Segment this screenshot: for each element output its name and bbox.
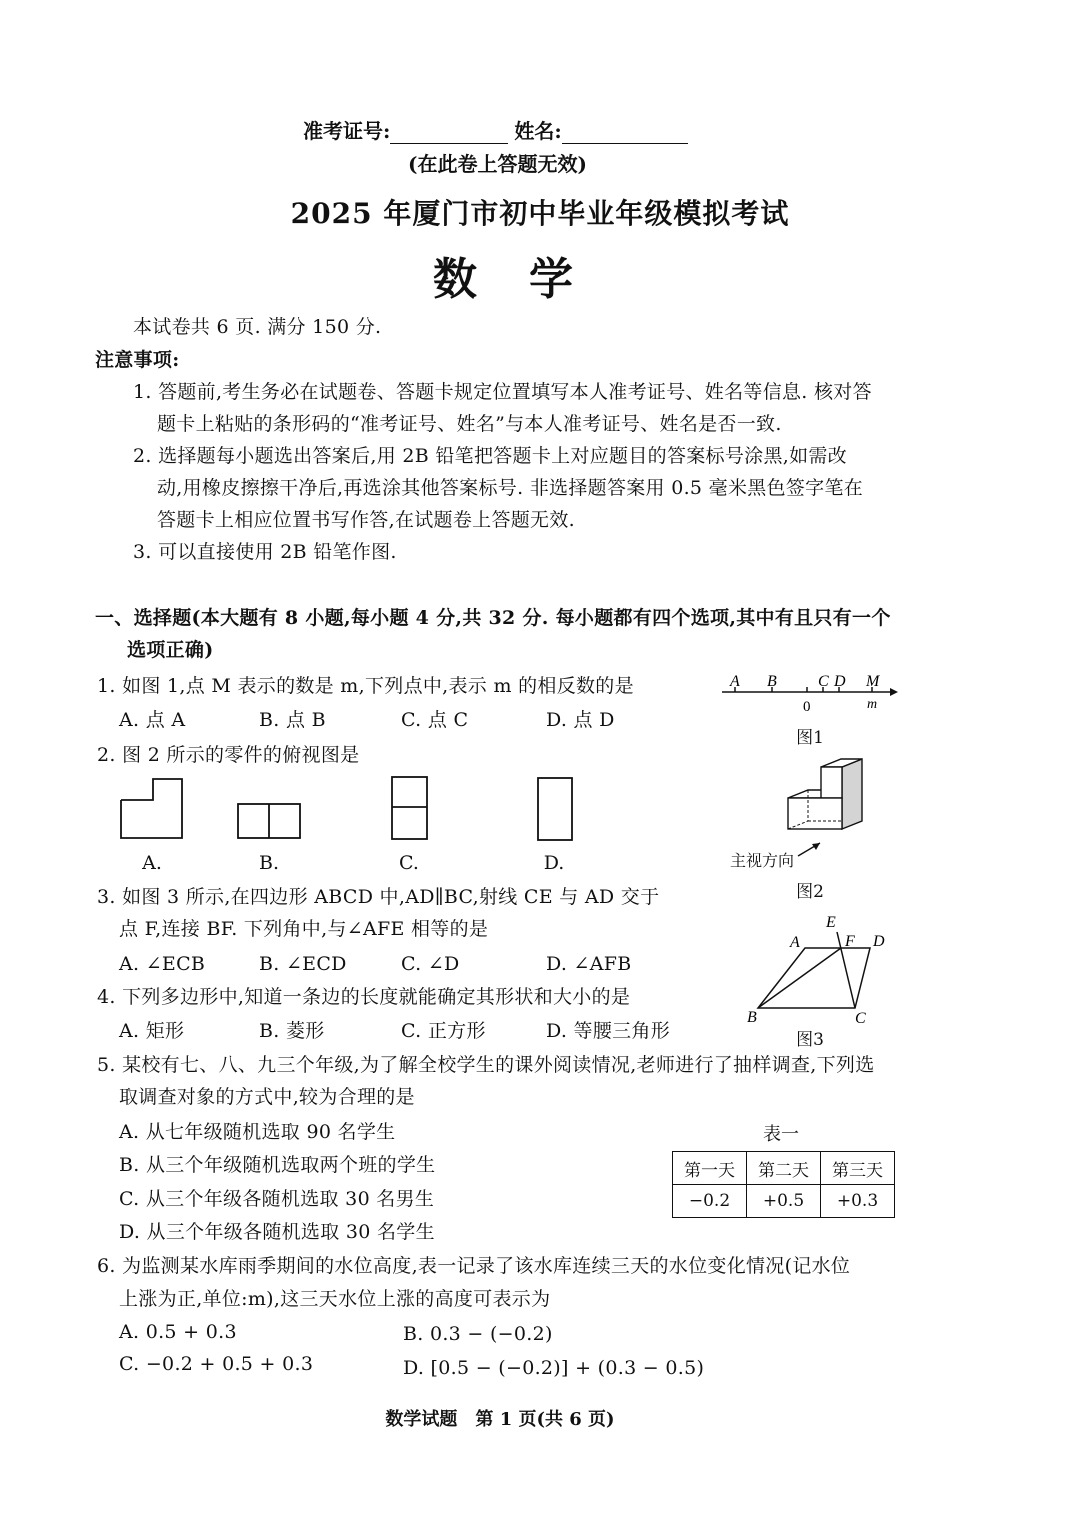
- table-row-values: [673, 1185, 895, 1218]
- question-3-option-a: A. ∠ECB: [119, 953, 206, 975]
- zero-label: 0: [803, 699, 811, 715]
- point-c-label: C: [818, 673, 829, 690]
- admission-number-field: [303, 115, 688, 144]
- exam-intro: 本试卷共 6 页. 满分 150 分.: [133, 316, 382, 338]
- notice-item-3: 3. 可以直接使用 2B 铅笔作图.: [133, 541, 397, 563]
- question-4-option-b: B. 菱形: [259, 1020, 325, 1042]
- table-value-day-1: −0.2: [673, 1185, 747, 1218]
- question-6-option-c: C. −0.2 + 0.5 + 0.3: [119, 1353, 314, 1375]
- figure-1-number-line: [720, 670, 900, 720]
- question-3-option-b: B. ∠ECD: [259, 953, 347, 975]
- vertex-d-label: D: [873, 933, 885, 950]
- table-value-day-2: +0.5: [747, 1185, 821, 1218]
- question-3-stem-line-1: 3. 如图 3 所示,在四边形 ABCD 中,AD∥BC,射线 CE 与 AD 交于: [97, 886, 660, 908]
- question-5-option-d: D. 从三个年级各随机选取 30 名学生: [119, 1221, 435, 1243]
- question-2-option-c-figure: [391, 776, 428, 840]
- name-blank: [562, 122, 688, 144]
- question-4-option-c: C. 正方形: [401, 1020, 486, 1042]
- question-2-option-b-label: B.: [258, 852, 279, 874]
- question-3-stem-line-2: 点 F,连接 BF. 下列角中,与∠AFE 相等的是: [119, 918, 489, 940]
- table-1: [672, 1151, 895, 1218]
- point-a-label: A: [730, 673, 740, 690]
- question-1-stem: 1. 如图 1,点 M 表示的数是 m,下列点中,表示 m 的相反数的是: [97, 675, 634, 697]
- table-value-day-3: +0.3: [821, 1185, 895, 1218]
- question-6-option-a: A. 0.5 + 0.3: [119, 1321, 237, 1343]
- exam-title: 2025 年厦门市初中毕业年级模拟考试: [290, 197, 790, 230]
- question-6-option-b: B. 0.3 − (−0.2): [403, 1323, 553, 1345]
- question-1-option-c: C. 点 C: [401, 709, 469, 731]
- invalid-note: (在此卷上答题无效): [408, 152, 587, 176]
- question-2-option-d-figure: [537, 777, 573, 841]
- vertex-a-label: A: [790, 934, 800, 951]
- point-b-label: B: [767, 673, 777, 690]
- figure-3-quadrilateral: [745, 910, 895, 1030]
- table-header-day-3: 第三天: [821, 1152, 895, 1185]
- notice-item-2-line-2: 动,用橡皮擦擦干净后,再选涂其他答案标号. 非选择题答案用 0.5 毫米黑色签字笔在: [157, 477, 864, 499]
- point-m-label: M: [866, 673, 880, 690]
- question-4-stem: 4. 下列多边形中,知道一条边的长度就能确定其形状和大小的是: [97, 986, 631, 1008]
- admission-label: 准考证号:: [303, 119, 391, 143]
- table-row-header: [673, 1152, 895, 1185]
- question-3-option-c: C. ∠D: [401, 953, 460, 975]
- question-5-option-a: A. 从七年级随机选取 90 名学生: [119, 1121, 396, 1143]
- question-5-stem-line-2: 取调查对象的方式中,较为合理的是: [119, 1086, 415, 1108]
- question-6-stem-line-1: 6. 为监测某水库雨季期间的水位高度,表一记录了该水库连续三天的水位变化情况(记水位: [97, 1255, 851, 1277]
- point-f-label: F: [845, 933, 855, 950]
- view-direction-label: 主视方向: [730, 851, 795, 870]
- question-4-option-a: A. 矩形: [119, 1020, 185, 1042]
- question-2-option-a-figure: [120, 778, 184, 840]
- question-6-option-d: D. [0.5 − (−0.2)] + (0.3 − 0.5): [403, 1357, 705, 1379]
- figure-1-caption: 图1: [796, 728, 824, 748]
- vertex-c-label: C: [855, 1010, 866, 1027]
- notice-item-1-line-1: 1. 答题前,考生务必在试题卷、答题卡规定位置填写本人准考证号、姓名等信息. 核对答: [133, 381, 872, 403]
- question-3-option-d: D. ∠AFB: [546, 953, 632, 975]
- question-2-option-d-label: D.: [543, 852, 565, 874]
- question-5-option-c: C. 从三个年级各随机选取 30 名男生: [119, 1188, 435, 1210]
- question-4-option-d: D. 等腰三角形: [546, 1020, 671, 1042]
- table-header-day-1: 第一天: [673, 1152, 747, 1185]
- vertex-b-label: B: [747, 1009, 757, 1026]
- question-5-stem-line-1: 5. 某校有七、八、九三个年级,为了解全校学生的课外阅读情况,老师进行了抽样调查,下列选: [97, 1054, 875, 1076]
- figure-2-part-drawing: [780, 755, 870, 835]
- question-6-stem-line-2: 上涨为正,单位:m),这三天水位上涨的高度可表示为: [119, 1288, 551, 1310]
- question-2-option-c-label: C.: [399, 852, 419, 874]
- page-footer: 数学试题 第 1 页(共 6 页): [385, 1409, 615, 1430]
- m-label: m: [867, 697, 878, 712]
- table-1-title: 表一: [763, 1124, 799, 1145]
- section-1-heading-line-1: 一、选择题(本大题有 8 小题,每小题 4 分,共 32 分. 每小题都有四个选项,其中有且只有一个: [95, 607, 891, 629]
- figure-3-caption: 图3: [796, 1030, 824, 1050]
- table-header-day-2: 第二天: [747, 1152, 821, 1185]
- question-1-option-a: A. 点 A: [119, 709, 186, 731]
- question-2-option-a-label: A.: [142, 852, 162, 874]
- view-direction-arrow: [796, 838, 826, 860]
- admission-blank: [390, 122, 508, 144]
- notice-item-1-line-2: 题卡上粘贴的条形码的“准考证号、姓名”与本人准考证号、姓名是否一致.: [157, 413, 782, 435]
- point-d-label: D: [834, 673, 846, 690]
- subject-title: 数 学: [433, 254, 577, 305]
- question-1-option-d: D. 点 D: [546, 709, 615, 731]
- section-1-heading-line-2: 选项正确): [127, 639, 214, 661]
- notice-heading: 注意事项:: [95, 349, 180, 371]
- figure-2-caption: 图2: [796, 882, 824, 902]
- notice-item-2-line-1: 2. 选择题每小题选出答案后,用 2B 铅笔把答题卡上对应题目的答案标号涂黑,如需改: [133, 445, 847, 467]
- question-2-option-b-figure: [237, 803, 301, 839]
- notice-item-2-line-3: 答题卡上相应位置书写作答,在试题卷上答题无效.: [157, 509, 575, 531]
- question-5-option-b: B. 从三个年级随机选取两个班的学生: [119, 1154, 436, 1176]
- point-e-label: E: [826, 914, 836, 931]
- question-2-stem: 2. 图 2 所示的零件的俯视图是: [97, 744, 360, 766]
- name-label: 姓名:: [514, 119, 562, 143]
- question-1-option-b: B. 点 B: [259, 709, 326, 731]
